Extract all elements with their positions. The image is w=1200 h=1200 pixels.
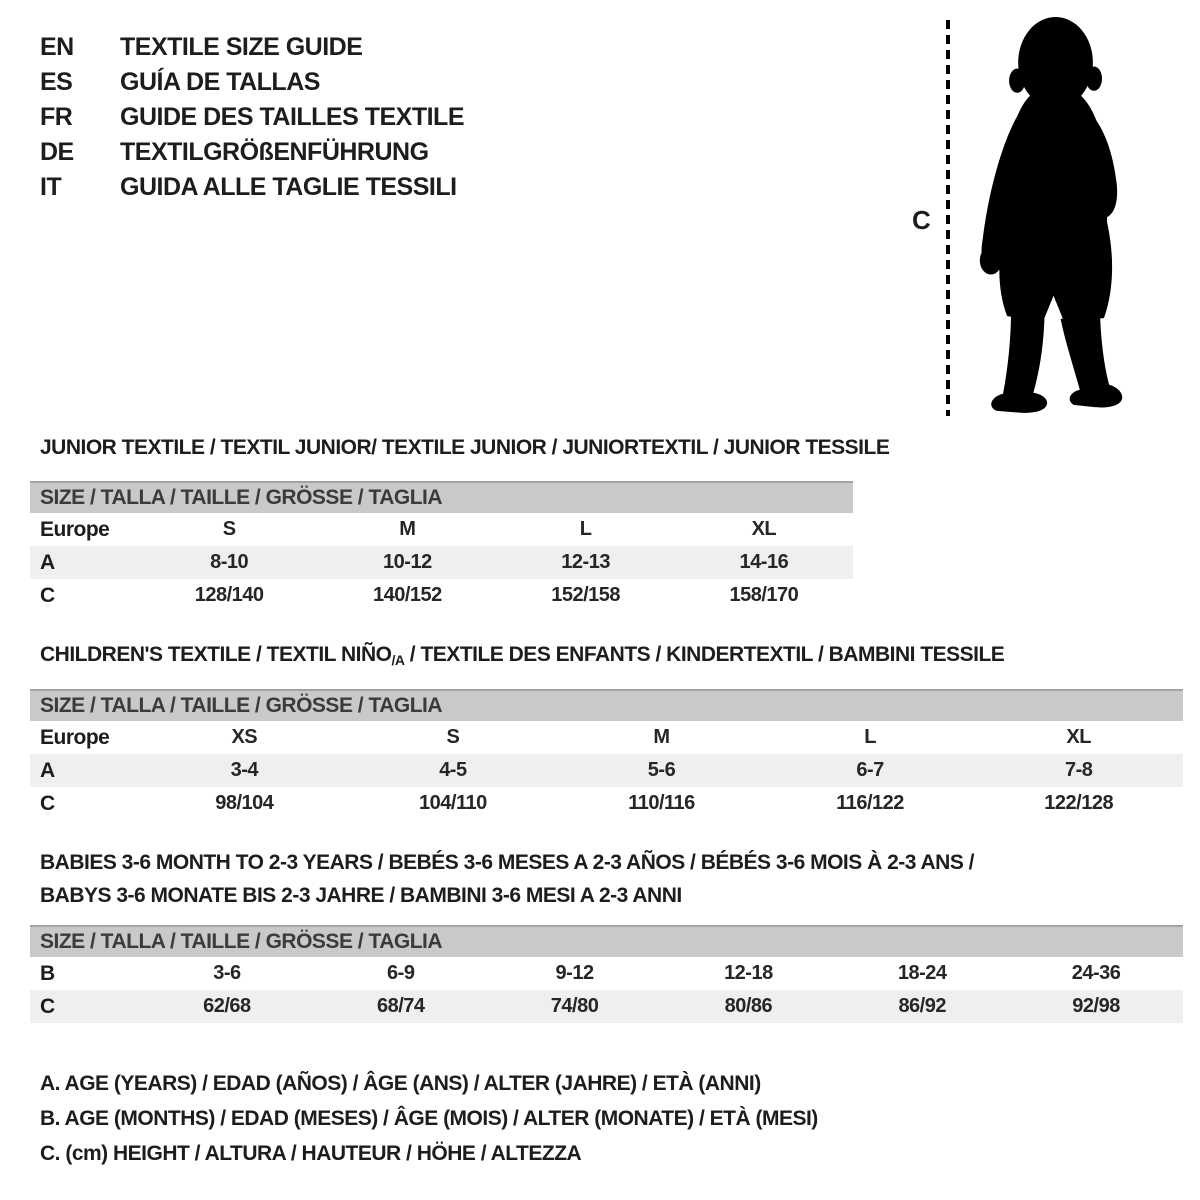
table-row-europe — [30, 513, 853, 546]
language-code: IT — [40, 173, 62, 201]
age-cell: 5-6 — [647, 759, 676, 781]
table-row-europe — [30, 721, 1183, 754]
row-label: C — [40, 583, 55, 607]
height-cell: 74/80 — [550, 995, 599, 1017]
table-row-age — [30, 754, 1183, 787]
size-cell: M — [399, 518, 416, 540]
table-row-height — [30, 787, 1183, 820]
toddler-silhouette-icon — [962, 16, 1140, 420]
height-cell: 68/74 — [376, 995, 425, 1017]
height-cell: 122/128 — [1044, 792, 1114, 814]
age-cell: 12-13 — [561, 551, 610, 573]
size-cell: XL — [751, 518, 777, 540]
height-measure-dashed-line — [946, 20, 950, 416]
table-row-age-months — [30, 957, 1183, 990]
children-heading-post: / TEXTILE DES ENFANTS / KINDERTEXTIL / BAMBINI TESSILE — [404, 643, 1005, 666]
height-cell: 92/98 — [1072, 995, 1120, 1017]
language-row — [40, 100, 464, 135]
language-row — [40, 170, 464, 205]
age-cell: 18-24 — [897, 962, 947, 984]
size-table-header: SIZE / TALLA / TAILLE / GRÖSSE / TAGLIA — [30, 689, 1183, 721]
height-cell: 80/86 — [724, 995, 773, 1017]
age-cell: 8-10 — [210, 551, 249, 573]
row-label: A — [40, 550, 55, 574]
age-cell: 6-7 — [856, 759, 884, 781]
row-label: Europe — [40, 725, 110, 749]
language-row — [40, 65, 464, 100]
children-size-table — [30, 689, 1183, 820]
height-cell: 104/110 — [419, 792, 487, 814]
age-cell: 3-6 — [213, 962, 241, 984]
children-heading-pre: CHILDREN'S TEXTILE / TEXTIL NIÑO — [40, 643, 392, 666]
height-cell: 98/104 — [215, 792, 274, 814]
language-code: ES — [40, 68, 73, 96]
language-code: EN — [40, 33, 74, 61]
language-title: TEXTILGRÖßENFÜHRUNG — [120, 138, 429, 166]
babies-heading-line2: BABYS 3-6 MONATE BIS 2-3 JAHRE / BAMBINI 3-6 MESI A 2-3 ANNI — [40, 883, 682, 907]
table-row-height — [30, 990, 1183, 1023]
row-label: C — [40, 994, 55, 1018]
row-label: C — [40, 791, 55, 815]
legend-height-cm: C. (cm) HEIGHT / ALTURA / HAUTEUR / HÖHE / ALTEZZA — [40, 1141, 582, 1165]
height-cell: 152/158 — [551, 584, 621, 606]
children-section-heading — [40, 643, 1004, 668]
size-cell: L — [579, 518, 592, 540]
size-cell: XL — [1066, 726, 1091, 748]
junior-size-table — [30, 481, 853, 612]
height-cell: 62/68 — [203, 995, 251, 1017]
size-cell: S — [446, 726, 460, 748]
row-label: B — [40, 961, 55, 985]
age-cell: 12-18 — [724, 962, 773, 984]
row-label: Europe — [40, 517, 110, 541]
language-code: FR — [40, 103, 73, 131]
table-row-height — [30, 579, 853, 612]
language-row — [40, 135, 464, 170]
size-cell: XS — [231, 726, 258, 748]
language-title: GUÍA DE TALLAS — [120, 68, 320, 96]
age-cell: 24-36 — [1071, 962, 1121, 984]
size-cell: L — [864, 726, 876, 748]
legend-age-months: B. AGE (MONTHS) / EDAD (MESES) / ÂGE (MOIS) / ALTER (MONATE) / ETÀ (MESI) — [40, 1106, 818, 1130]
language-title: TEXTILE SIZE GUIDE — [120, 33, 363, 61]
babies-size-table — [30, 925, 1183, 1023]
legend-age-years: A. AGE (YEARS) / EDAD (AÑOS) / ÂGE (ANS) / ALTER (JAHRE) / ETÀ (ANNI) — [40, 1071, 761, 1095]
size-cell: S — [222, 518, 236, 540]
size-cell: M — [653, 726, 670, 748]
babies-section-heading — [40, 846, 974, 912]
measure-legend — [40, 1066, 818, 1171]
age-cell: 14-16 — [739, 551, 789, 573]
language-row — [40, 30, 464, 65]
children-heading-subscript: /A — [391, 652, 405, 668]
junior-section-heading: JUNIOR TEXTILE / TEXTIL JUNIOR/ TEXTILE JUNIOR / JUNIORTEXTIL / JUNIOR TESSILE — [40, 436, 890, 459]
height-cell: 110/116 — [628, 792, 695, 814]
language-list — [40, 30, 464, 205]
row-label: A — [40, 758, 55, 782]
age-cell: 3-4 — [230, 759, 258, 781]
language-code: DE — [40, 138, 74, 166]
height-cell: 158/170 — [729, 584, 799, 606]
age-cell: 4-5 — [439, 759, 467, 781]
height-cell: 128/140 — [194, 584, 264, 606]
age-cell: 9-12 — [555, 962, 594, 984]
table-row-age — [30, 546, 853, 579]
age-cell: 6-9 — [387, 962, 415, 984]
language-title: GUIDA ALLE TAGLIE TESSILI — [120, 173, 457, 201]
height-measure-label: C — [912, 205, 931, 235]
size-table-header: SIZE / TALLA / TAILLE / GRÖSSE / TAGLIA — [30, 481, 853, 513]
height-cell: 86/92 — [898, 995, 946, 1017]
height-cell: 140/152 — [372, 584, 442, 606]
language-title: GUIDE DES TAILLES TEXTILE — [120, 103, 465, 131]
age-cell: 7-8 — [1064, 759, 1093, 781]
height-cell: 116/122 — [836, 792, 904, 814]
size-table-header: SIZE / TALLA / TAILLE / GRÖSSE / TAGLIA — [30, 925, 1183, 957]
babies-heading-line1: BABIES 3-6 MONTH TO 2-3 YEARS / BEBÉS 3-6 MESES A 2-3 AÑOS / BÉBÉS 3-6 MOIS À 2-3 ANS / — [40, 850, 975, 874]
age-cell: 10-12 — [383, 551, 432, 573]
